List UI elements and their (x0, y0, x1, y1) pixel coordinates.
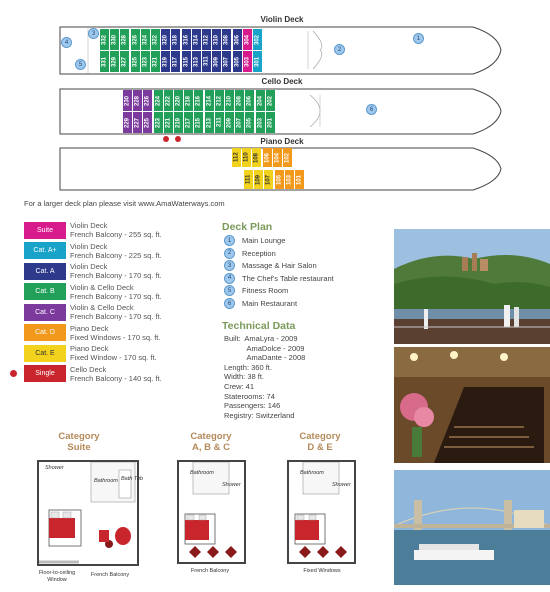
deck-plan-item (224, 273, 334, 284)
deck-plan-item-label: Main Restaurant (242, 299, 298, 308)
category-abc-title: Category A, B & C (190, 431, 232, 453)
deck-plan-item (224, 298, 297, 309)
legend-swatch: Cat. C (24, 304, 66, 321)
cabin-329[interactable]: 329 (110, 51, 119, 72)
abc-caption-balcony: French Balcony (190, 568, 230, 574)
cabin-301[interactable]: 301 (253, 51, 262, 72)
cabin-213[interactable]: 213 (205, 112, 214, 133)
legend-swatch: Cat. A (24, 263, 66, 280)
cabin-206[interactable]: 206 (245, 90, 254, 111)
de-label-shower: Shower (332, 482, 351, 488)
de-caption-windows: Fixed Windows (303, 568, 341, 574)
abc-label-bathroom: Bathroom (190, 470, 214, 476)
cabin-207[interactable]: 207 (235, 112, 244, 133)
cabin-320[interactable]: 320 (161, 29, 170, 50)
legend-description: Violin & Cello Deck French Balcony - 170 sq. ft. (70, 282, 162, 301)
cabin-315[interactable]: 315 (182, 51, 191, 72)
cabin-220[interactable]: 220 (174, 90, 183, 111)
cabin-104[interactable]: 104 (273, 148, 282, 167)
cabin-302[interactable]: 302 (253, 29, 262, 50)
cabin-205[interactable]: 205 (245, 112, 254, 133)
cabin-111[interactable]: 111 (244, 170, 253, 189)
suite-label-shower: Shower (45, 465, 64, 471)
cabin-215[interactable]: 215 (194, 112, 203, 133)
cabin-327[interactable]: 327 (120, 51, 129, 72)
single-cabin-dot (163, 136, 169, 142)
cabin-304[interactable]: 304 (243, 29, 252, 50)
abc-label-shower: Shower (222, 482, 241, 488)
visit-link-text: For a larger deck plan please visit www.AmaWaterways.com (24, 199, 225, 208)
cabin-218[interactable]: 218 (184, 90, 193, 111)
badge-main-lounge: 1 (413, 33, 424, 44)
cabin-110[interactable]: 110 (242, 148, 251, 167)
badge-main-restaurant: 6 (366, 104, 377, 115)
legend-description: Violin Deck French Balcony - 225 sq. ft. (70, 241, 162, 260)
legend-row (24, 303, 162, 321)
cabin-326[interactable]: 326 (131, 29, 140, 50)
photo-budapest-bridge (394, 470, 550, 585)
cabin-311[interactable]: 311 (202, 51, 211, 72)
deck-plan-item-label: The Chef's Table restaurant (242, 273, 334, 283)
cabin-309[interactable]: 309 (212, 51, 221, 72)
deck-plan-item-label: Reception (242, 248, 276, 258)
cabin-319[interactable]: 319 (161, 51, 170, 72)
cabin-313[interactable]: 313 (192, 51, 201, 72)
deck-plan-number-badge: 3 (224, 260, 235, 271)
cabin-201[interactable]: 201 (266, 112, 275, 133)
cabin-332[interactable]: 332 (100, 29, 109, 50)
cabin-108[interactable]: 108 (252, 148, 261, 167)
technical-data-line: Crew: 41 (224, 382, 255, 391)
single-cabin-dot (175, 136, 181, 142)
suite-label-bathtub: Bath Tub (121, 476, 143, 482)
cabin-228[interactable]: 228 (133, 90, 142, 111)
cabin-105[interactable]: 105 (275, 170, 284, 189)
legend-swatch: Cat. B (24, 283, 66, 300)
legend-row (24, 283, 162, 301)
cabin-324[interactable]: 324 (141, 29, 150, 50)
legend-swatch: Cat. E (24, 345, 66, 362)
cabin-306[interactable]: 306 (233, 29, 242, 50)
single-dot-icon (10, 370, 17, 377)
deck-plan-item-label: Fitness Room (242, 286, 289, 296)
cabin-303[interactable]: 303 (243, 51, 252, 72)
legend-description: Violin Deck French Balcony - 170 sq. ft. (70, 262, 162, 280)
technical-data-title: Technical Data (222, 320, 296, 332)
suite-caption-window: Floor-to-ceiling Window (38, 570, 76, 583)
legend-row (24, 324, 160, 342)
legend-row (24, 262, 162, 280)
category-suite-title: Category Suite (58, 431, 100, 453)
cabin-229[interactable]: 229 (123, 112, 132, 133)
legend-description: Violin Deck French Balcony - 255 sq. ft. (70, 221, 162, 239)
cabin-210[interactable]: 210 (225, 90, 234, 111)
cabin-328[interactable]: 328 (120, 29, 129, 50)
cabin-202[interactable]: 202 (266, 90, 275, 111)
cabin-217[interactable]: 217 (184, 112, 193, 133)
deck-plan-number-badge: 4 (224, 273, 235, 284)
cabin-310[interactable]: 310 (212, 29, 221, 50)
technical-data-line: Staterooms: 74 (224, 391, 275, 401)
technical-data-line: Registry: Switzerland (224, 410, 295, 420)
cabin-203[interactable]: 203 (256, 112, 265, 133)
legend-row (24, 365, 162, 383)
cabin-107[interactable]: 107 (264, 170, 273, 189)
cabin-323[interactable]: 323 (141, 51, 150, 72)
cabin-307[interactable]: 307 (222, 51, 231, 72)
legend-swatch: Single (24, 365, 66, 382)
deck-plan-item-label: Massage & Hair Salon (242, 261, 317, 271)
deck-plan-number-badge: 5 (224, 285, 235, 296)
cabin-321[interactable]: 321 (151, 51, 160, 72)
cabin-219[interactable]: 219 (174, 112, 183, 133)
cabin-221[interactable]: 221 (164, 112, 173, 133)
photo-castle-river (394, 229, 550, 344)
cabin-112[interactable]: 112 (232, 148, 241, 167)
cabin-109[interactable]: 109 (254, 170, 263, 189)
cabin-331[interactable]: 331 (100, 51, 109, 72)
cabin-103[interactable]: 103 (285, 170, 294, 189)
technical-data-line: Width: 38 ft. (224, 372, 265, 382)
technical-data-line: AmaDolce - 2009 (224, 343, 305, 353)
technical-data-line: Passengers: 146 (224, 401, 281, 411)
cabin-214[interactable]: 214 (205, 90, 214, 111)
cabin-314[interactable]: 314 (192, 29, 201, 50)
legend-row (24, 221, 162, 239)
piano-deck-title: Piano Deck (260, 137, 304, 146)
cabin-212[interactable]: 212 (215, 90, 224, 111)
badge-reception: 2 (334, 44, 345, 55)
suite-label-bathroom: Bathroom (94, 478, 118, 484)
deck-plan-number-badge: 1 (224, 235, 235, 246)
technical-data-line: Length: 360 ft. (224, 362, 272, 372)
category-de-title: Category D & E (299, 431, 341, 453)
legend-description: Violin & Cello Deck French Balcony - 170 sq. ft. (70, 303, 162, 321)
cabin-102[interactable]: 102 (283, 148, 292, 167)
cabin-312[interactable]: 312 (202, 29, 211, 50)
badge-chefs-table: 4 (61, 37, 72, 48)
cabin-211[interactable]: 211 (215, 112, 224, 133)
cabin-305[interactable]: 305 (233, 51, 242, 72)
cabin-227[interactable]: 227 (133, 112, 142, 133)
cabin-223[interactable]: 223 (154, 112, 163, 133)
deck-plan-number-badge: 6 (224, 298, 235, 309)
cabin-322[interactable]: 322 (151, 29, 160, 50)
cabin-222[interactable]: 222 (164, 90, 173, 111)
cabin-225[interactable]: 225 (143, 112, 152, 133)
deck-plan-item (224, 285, 288, 296)
photo-lounge-stairs (394, 347, 550, 463)
technical-data-line: Built: AmaLyra - 2009 (224, 334, 298, 343)
cabin-330[interactable]: 330 (110, 29, 119, 50)
cabin-316[interactable]: 316 (182, 29, 191, 50)
cabin-216[interactable]: 216 (194, 90, 203, 111)
legend-swatch: Suite (24, 222, 66, 239)
deck-plan-item (224, 235, 285, 246)
deck-plan-title: Deck Plan (222, 221, 273, 233)
deck-plan-number-badge: 2 (224, 248, 235, 259)
deck-plan-item (224, 248, 276, 259)
legend-swatch: Cat. D (24, 324, 66, 341)
badge-spa: 3 (88, 28, 99, 39)
cabin-317[interactable]: 317 (171, 51, 180, 72)
deck-plan-item (224, 260, 317, 271)
legend-description: Piano Deck Fixed Window - 170 sq. ft. (70, 344, 157, 362)
cabin-308[interactable]: 308 (222, 29, 231, 50)
badge-fitness: 5 (75, 59, 86, 70)
cabin-226[interactable]: 226 (143, 90, 152, 111)
deck-title-violin: Violin Deck (260, 15, 304, 24)
de-label-bathroom: Bathroom (300, 470, 324, 476)
cabin-208[interactable]: 208 (235, 90, 244, 111)
legend-swatch: Cat. A+ (24, 242, 66, 259)
cabin-204[interactable]: 204 (256, 90, 265, 111)
cabin-318[interactable]: 318 (171, 29, 180, 50)
legend-description: Piano Deck Fixed Windows - 170 sq. ft. (70, 323, 161, 342)
legend-row (24, 242, 162, 260)
cabin-325[interactable]: 325 (131, 51, 140, 72)
cello-deck-title: Cello Deck (261, 77, 303, 86)
cabin-224[interactable]: 224 (154, 90, 163, 111)
cabin-106[interactable]: 106 (263, 148, 272, 167)
technical-data-line: AmaDante - 2008 (224, 353, 306, 363)
cabin-230[interactable]: 230 (123, 90, 132, 111)
deck-plan-item-label: Main Lounge (242, 236, 286, 245)
cabin-209[interactable]: 209 (225, 112, 234, 133)
suite-caption-balcony: French Balcony (90, 572, 130, 578)
cabin-101[interactable]: 101 (295, 170, 304, 189)
legend-row (24, 344, 157, 362)
legend-description: Cello Deck French Balcony - 140 sq. ft. (70, 364, 162, 383)
